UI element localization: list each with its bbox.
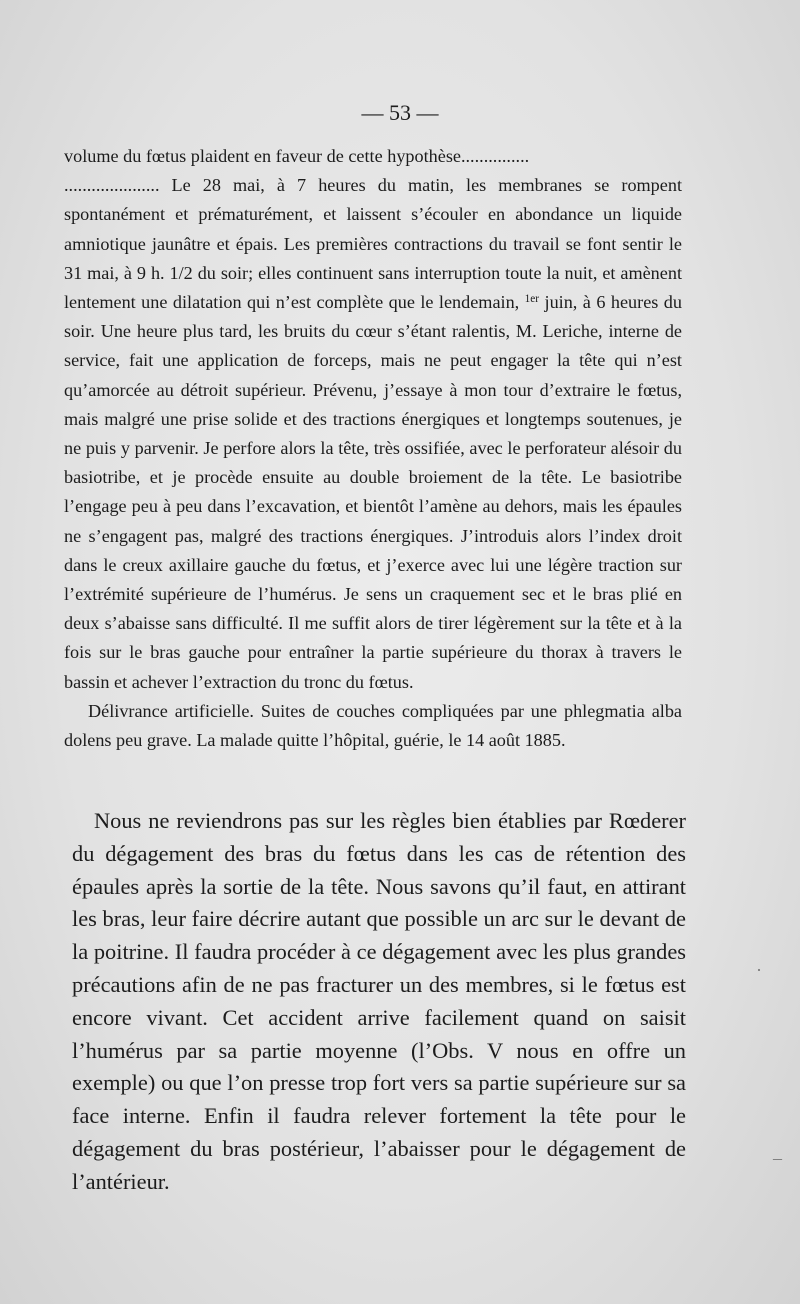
case-report-block — [64, 142, 682, 755]
commentary-paragraph: Nous ne reviendrons pas sur les règles bien établies par Rœderer du dégagement des bras du fœtus dans les cas de rétention des épaules après la sortie de la tête. Nous savons qu’il faut, en attirant les bras, leur faire décrire autant que possible un arc sur le devant de la poitrine. Il faudra procéder à ce dégagement avec les plus grandes précautions afin de ne pas fracturer un des membres, si le fœtus est encore vivant. Cet accident arrive facilement quand on saisit l’humérus par sa partie moyenne (l’Obs. V nous en offre un exemple) ou que l’on presse trop fort vers sa partie supérieure sur sa face interne. Enfin il faudra relever fortement la tête pour le dégagement du bras postérieur, l’abaisser pour le dégagement de l’antérieur. — [72, 808, 686, 1194]
commentary-block — [72, 805, 686, 1199]
page-number: — 53 — — [361, 100, 439, 125]
observation-text-1: ..................... Le 28 mai, à 7 heures du matin, les membranes se rompent spontanément et prématurément, et laissent s’écouler en abondance un liquide amniotique jaunâtre et épais. Les premières contractions du travail se font sentir le 31 mai, à 9 h. 1/2 du soir; elles continuent sans interruption toute la nuit, et amènent lentement une dilatation qui n’est complète que le lendemain, — [64, 175, 682, 313]
ordinal-superscript: 1er — [524, 292, 540, 305]
observation-text-2: juin, à 6 heures du soir. Une heure plus tard, les bruits du cœur s’étant ralentis, M. Leriche, interne de service, fait une application de forceps, mais ne peut engager la tête qui n’est qu’amorcée au détroit supérieur. Prévenu, j’essaye à mon tour d’extraire le fœtus, mais malgré une prise solide et des tractions énergiques et longtemps soutenues, je ne puis y parvenir. Je perfore alors la tête, très ossifiée, avec le perforateur alésoir du basiotribe, et je procède ensuite au double broiement de la tête. Le basiotribe l’engage peu à peu dans l’excavation, et bientôt l’amène au dehors, mais les épaules ne s’engagent pas, malgré des tractions énergiques. J’introduis alors l’index droit dans le creux axillaire gauche du fœtus, et j’exerce avec lui une légère traction sur l’extrémité supérieure de l’humérus. Je sens un craquement sec et le bras plié en deux s’abaisse sans difficulté. Il me suffit alors de tirer légèrement sur la tête et à la fois sur le bras gauche pour entraîner la partie supérieure du thorax à travers le bassin et achever l’extraction du tronc du fœtus. — [64, 292, 682, 692]
margin-mark: · — [756, 960, 762, 980]
margin-dash-mark: – — [773, 1148, 782, 1168]
continuation-line: volume du fœtus plaident en faveur de cette hypothèse............... — [64, 146, 530, 166]
observation-paragraph — [64, 171, 682, 697]
delivrance-paragraph: Délivrance artificielle. Suites de couches compliquées par une phlegmatia alba dolens peu grave. La malade quitte l’hôpital, guérie, le 14 août 1885. — [64, 700, 682, 751]
